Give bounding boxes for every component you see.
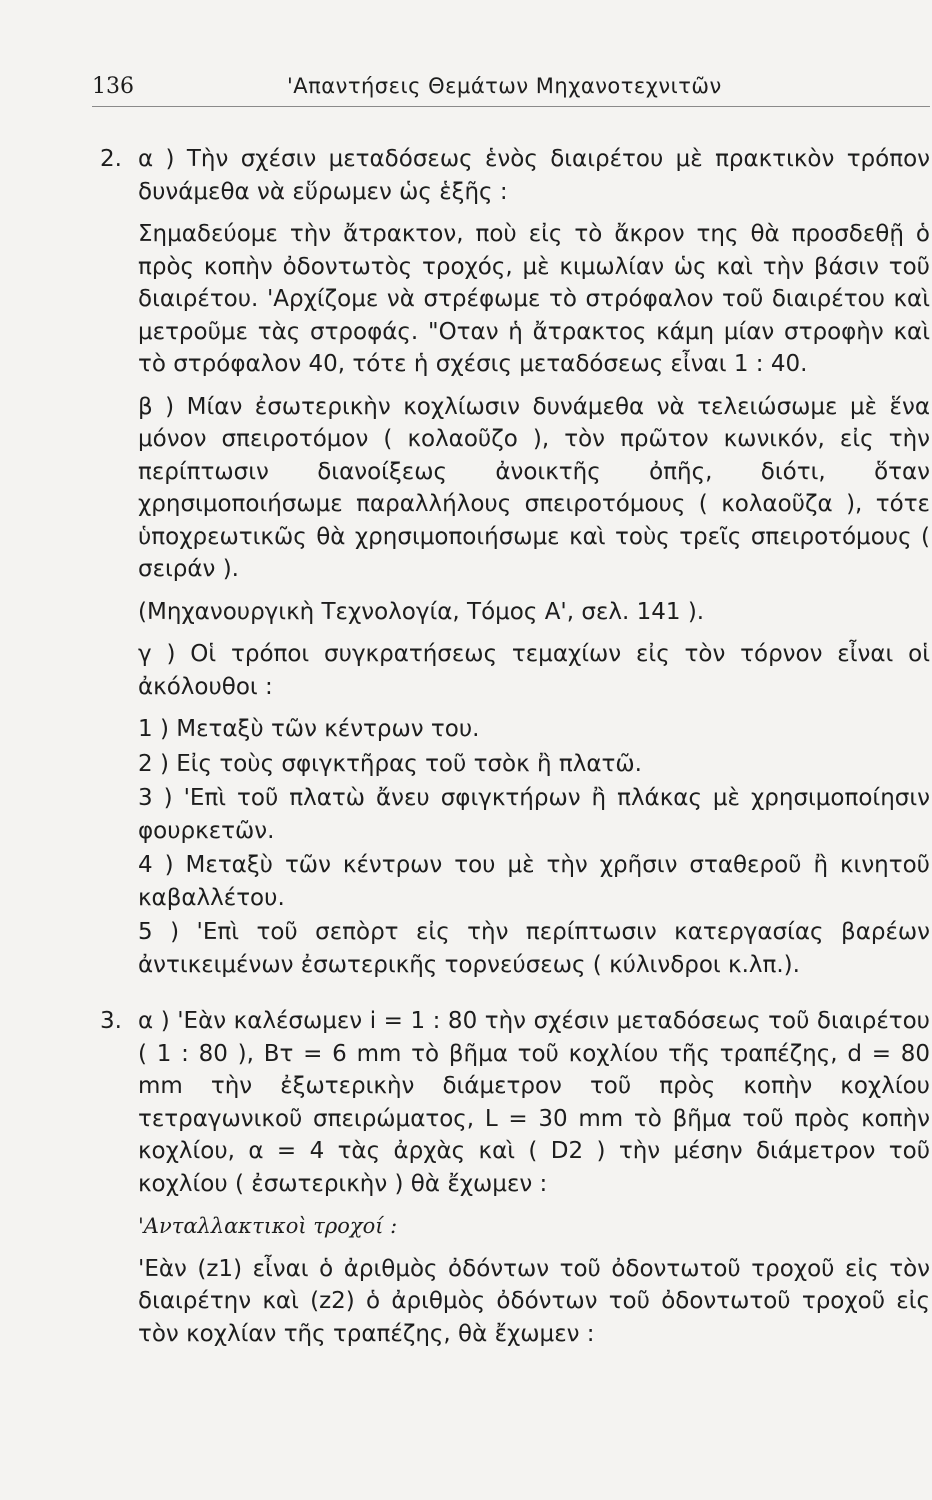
page-body — [100, 143, 930, 1360]
q2-item-5: 5 ) 'Επὶ τοῦ σεπὸρτ εἰς τὴν περίπτωσιν κατεργασίας βαρέων ἀντικειμένων ἐσωτερικῆς τορνεύσεως ( κύλινδροι κ.λπ.). — [138, 919, 930, 978]
q3-number: 3. — [100, 1008, 122, 1034]
q2-part-a — [100, 143, 930, 208]
q2-item-1: 1 ) Μεταξὺ τῶν κέντρων του. — [138, 716, 480, 742]
running-title: 'Απαντήσεις Θεμάτων Μηχανοτεχνιτῶν — [287, 74, 722, 98]
page-number: 136 — [92, 74, 134, 99]
q2-part-c: γ ) Οἱ τρόποι συγκρατήσεως τεμαχίων εἰς τὸν τόρνον εἶναι οἱ ἀκόλουθοι : — [138, 641, 930, 700]
q2-item-3: 3 ) 'Επὶ τοῦ πλατὼ ἄνευ σφιγκτήρων ἢ πλάκας μὲ χρησιμοποίησιν φουρκετῶν. — [138, 785, 930, 844]
q3-part-b: 'Εὰν (z1) εἶναι ὁ ἀριθμὸς ὀδόντων τοῦ ὀδοντωτοῦ τροχοῦ εἰς τὸν διαιρέτην καὶ (z2) ὁ ἀριθμὸς ὀδόντων τοῦ ὀδοντωτοῦ τροχοῦ εἰς τὸν κοχλίαν τῆς τραπέζης, θὰ ἔχωμεν : — [138, 1255, 930, 1347]
q2-part-b: β ) Μίαν ἐσωτερικὴν κοχλίωσιν δυνάμεθα νὰ τελειώσωμε μὲ ἕνα μόνον σπειροτόμον ( κολαοῦζο ), τὸν πρῶτον κωνικόν, εἰς τὴν περίπτωσιν διανοίξεως ἀνοικτῆς ὀπῆς, διότι, ὅταν χρησιμοποιήσωμε παραλλήλους σπειροτόμους ( κολαοῦζα ), τότε ὑποχρεωτικῶς θὰ χρησιμοποιήσωμε καὶ τοὺς τρεῖς σπειροτόμους ( σειράν ). — [138, 393, 930, 582]
q2-reference: (Μηχανουργικὴ Τεχνολογία, Τόμος Α', σελ. 141 ). — [138, 598, 705, 625]
q3-a-text: α ) 'Εὰν καλέσωμεν i = 1 : 80 τὴν σχέσιν μεταδόσεως τοῦ διαιρέτου ( 1 : 80 ), Bτ = 6 mm τὸ βῆμα τοῦ κοχλίου τῆς τραπέζης, d = 80 mm τὴν ἐξωτερικὴν διάμετρον τοῦ πρὸς κοπὴν κοχλίου τετραγωνικοῦ σπειρώματος, L = 30 mm τὸ βῆμα τοῦ πρὸς κοπὴν κοχλίου, α = 4 τὰς ἀρχὰς καὶ ( D2 ) τὴν μέσην διάμετρον τοῦ κοχλίου ( ἐσωτερικὴν ) θὰ ἔχωμεν : — [138, 1008, 930, 1197]
q3-part-a — [100, 1005, 930, 1200]
q2-item-4: 4 ) Μεταξὺ τῶν κέντρων του μὲ τὴν χρῆσιν σταθεροῦ ἢ κινητοῦ καβαλλέτου. — [138, 852, 930, 911]
q2-item-2: 2 ) Εἰς τοὺς σφιγκτῆρας τοῦ τσὸκ ἢ πλατῶ. — [138, 750, 642, 777]
q2-number: 2. — [100, 146, 122, 172]
section-gap — [100, 991, 930, 1005]
q2-part-a2: Σημαδεύομε τὴν ἄτρακτον, ποὺ εἰς τὸ ἄκρον της θὰ προσδεθῇ ὁ πρὸς κοπὴν ὀδοντωτὸς τροχός, μὲ κιμωλίαν ὡς καὶ τὴν βάσιν τοῦ διαιρέτου. 'Αρχίζομε νὰ στρέφωμε τὸ στρόφαλον τοῦ διαιρέτου καὶ μετροῦμε τὰς στροφάς. "Οταν ἡ ἄτρακτος κάμη μίαν στροφὴν καὶ τὸ στρόφαλον 40, τότε ἡ σχέσις μεταδόσεως εἶναι 1 : 40. — [138, 221, 930, 377]
q2-a-text: α ) Τὴν σχέσιν μεταδόσεως ἑνὸς διαιρέτου μὲ πρακτικὸν τρόπον δυνάμεθα νὰ εὕρωμεν ὡς ἑξῆς : — [138, 146, 930, 205]
q3-subheading: 'Ανταλλακτικοὶ τροχοί : — [138, 1214, 398, 1238]
page-header — [92, 74, 930, 107]
